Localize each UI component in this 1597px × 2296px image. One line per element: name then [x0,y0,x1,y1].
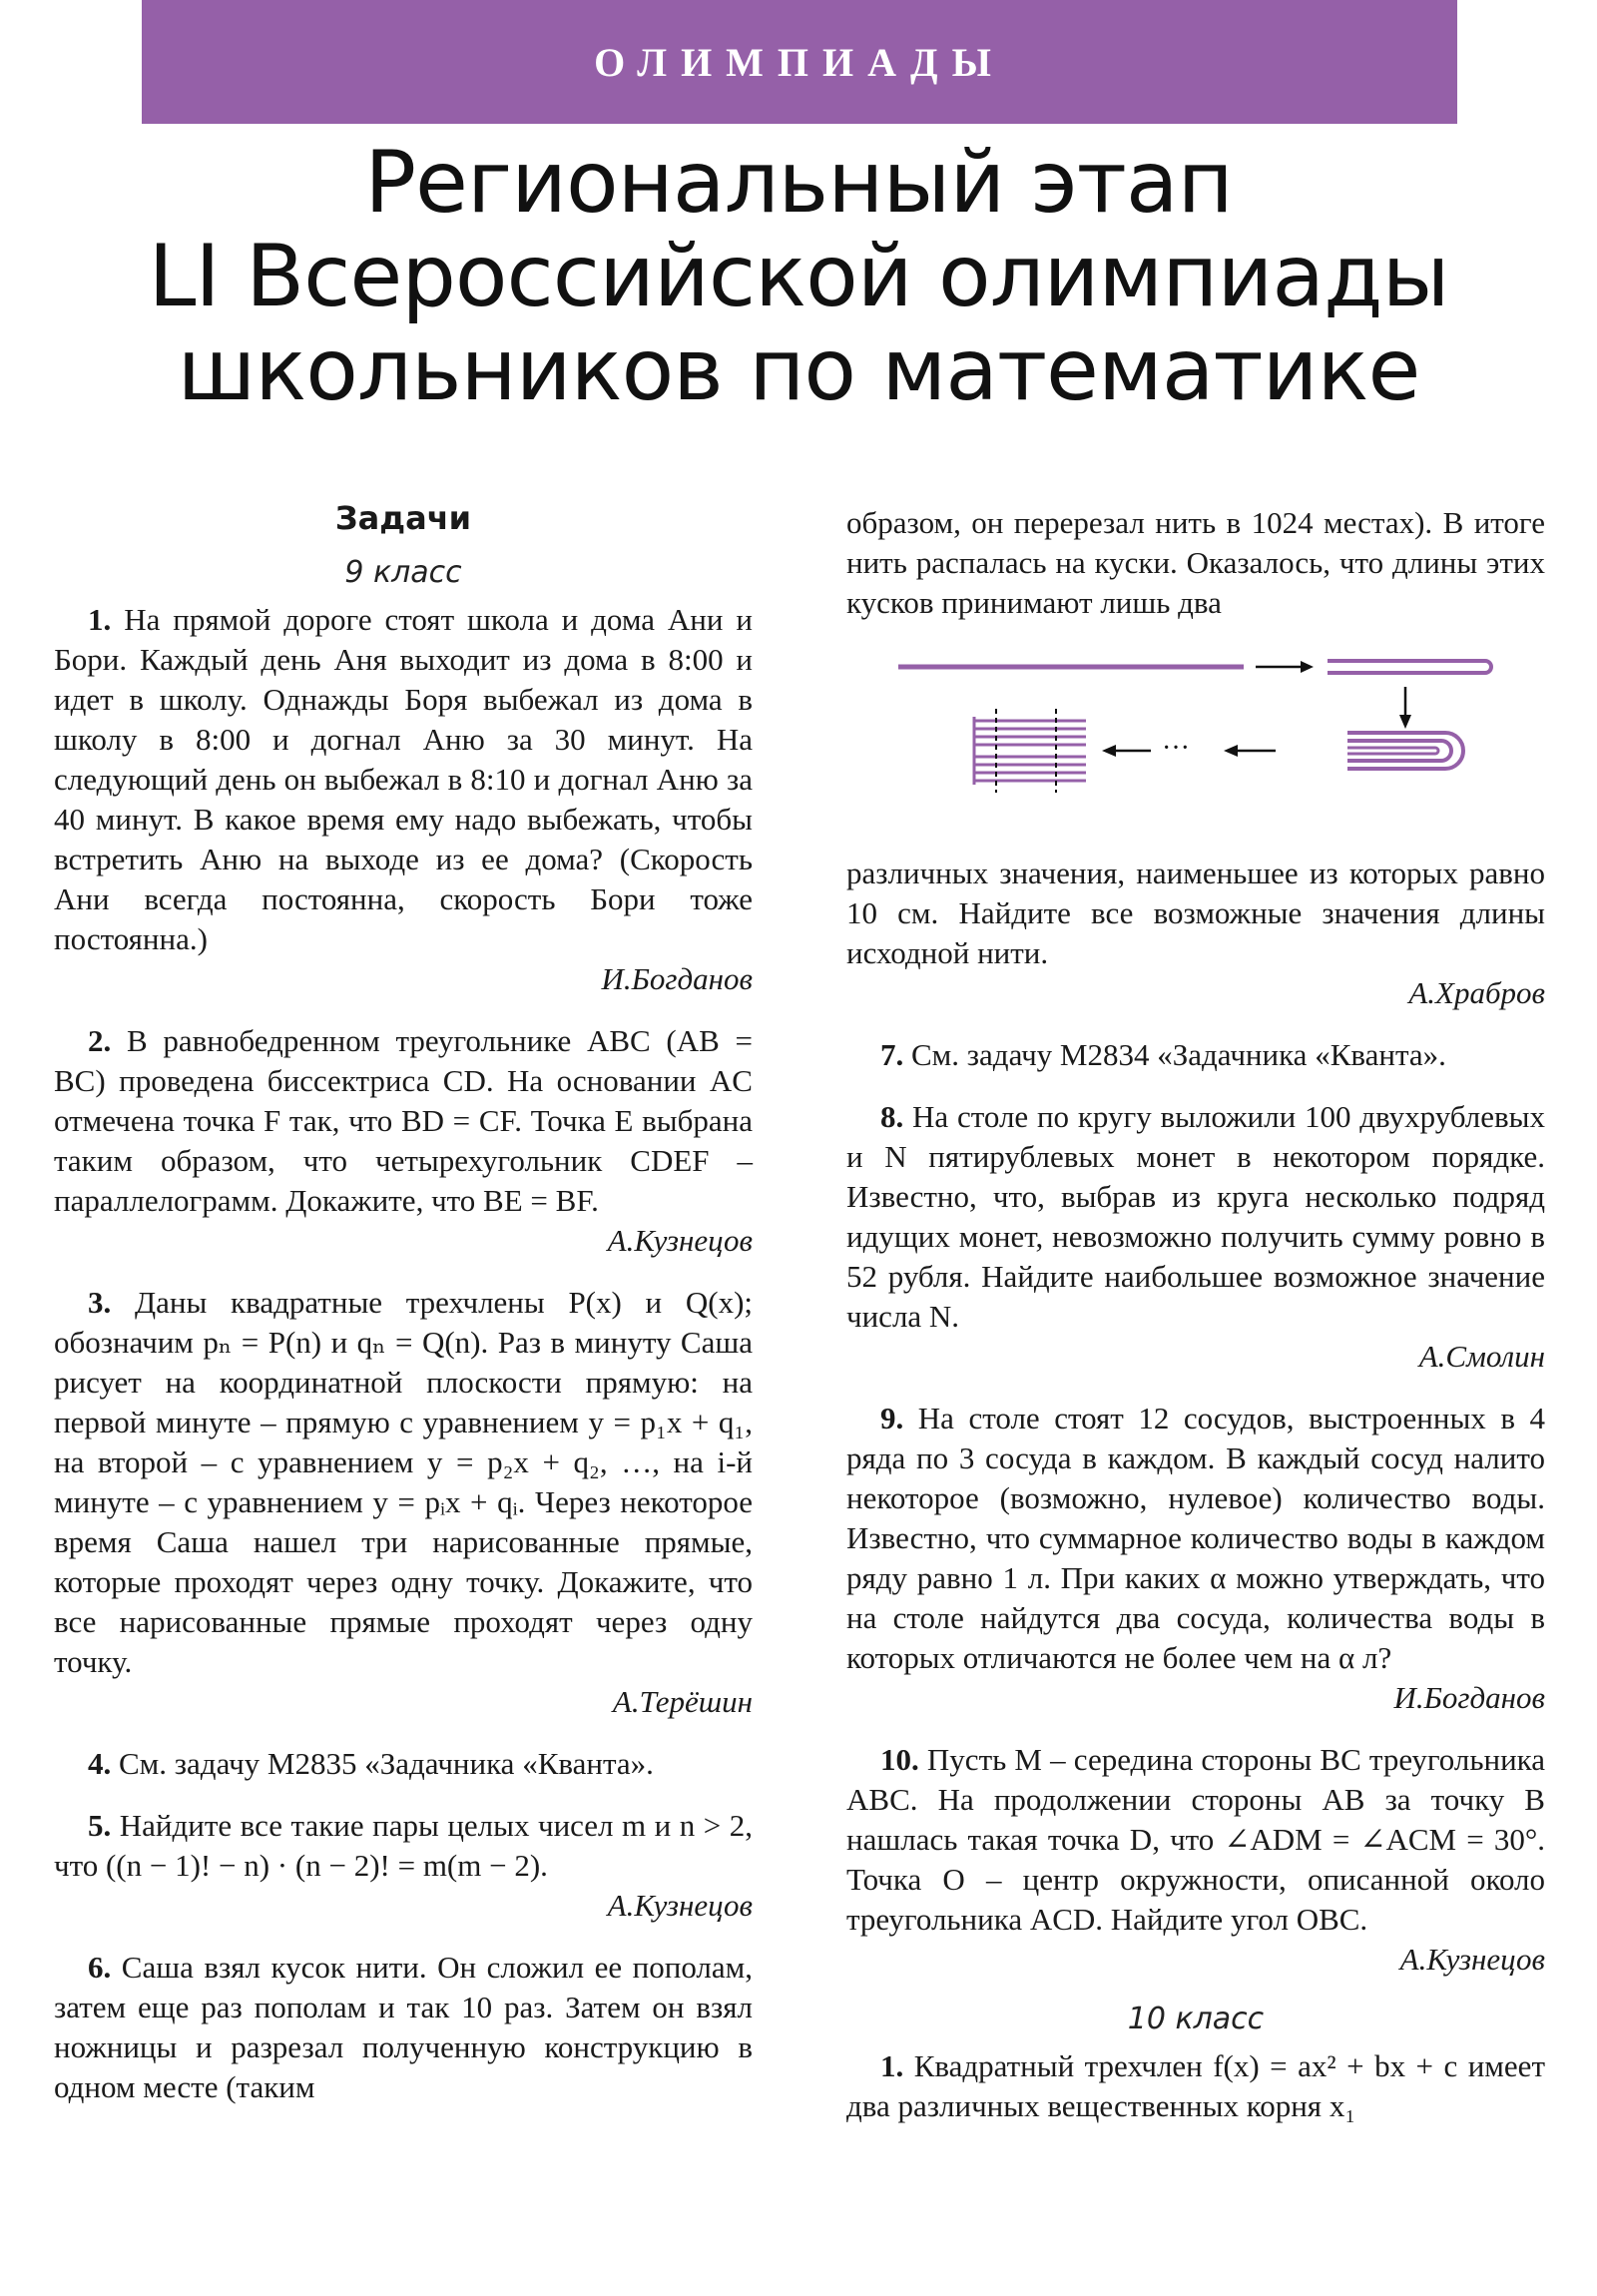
problem-number: 9. [880,1401,904,1435]
title-line-2: LI Всероссийской олимпиады [148,227,1449,326]
cut-threads-stack [974,717,1086,785]
folded-thread-2-inner [1347,741,1451,761]
problem-text: Саша взял кусок нити. Он сложил ее пополам, затем еще раз пополам и так 10 раз. Затем он взял ножницы и разрезал полученную конструкцию в одном месте (таким [54,1950,754,2104]
problem-text: различных значения, наименьшее из которых равно 10 см. Найдите все возможные значения длины исходной нити. [846,856,1545,970]
grade-9-heading: 9 класс [344,555,462,590]
problem-text: Пусть M – середина стороны BC треугольника ABC. На продолжении стороны AB за точку B нашлась такая точка D, что ∠ADM = ∠ACM = 30°. Точка O – центр окружности, описанной около треугольника ACD. Найдите угол OBC. [846,1742,1546,1937]
banner-label: ОЛИМПИАДЫ [594,39,1005,85]
problem-text: Даны квадратные трехчлены P(x) и Q(x); обозначим pₙ = P(n) и qₙ = Q(n). Раз в минуту Саша рисует на координатной плоскости прямую: на первой минуте – прямую с уравнением y = p₁x + q₁, на второй – с уравнением y = p₂x + q₂, …, на i-й минуте – с уравнением y = pᵢx + qᵢ. Через некоторое время Саша нашел три нарисованные прямые, которые проходят через одну точку. Докажите, что все нарисованные прямые проходят через одну точку. [54,1285,754,1679]
problem-9 [846,1399,1545,1718]
problem-5 [54,1806,753,1926]
problem-8 [846,1097,1545,1377]
arrow-left-head [1224,745,1238,757]
problem-author: И.Богданов [601,961,753,996]
problem-author: И.Богданов [1393,1680,1545,1715]
ellipsis-dots: ··· [1162,733,1190,764]
arrow-down-head [1399,715,1411,729]
problem-author: А.Кузнецов [1399,1942,1545,1977]
problem-4 [54,1744,753,1784]
problem-number: 10. [880,1742,919,1777]
problem-10-1 [846,2046,1545,2126]
right-column [846,503,1545,2148]
problem-author: А.Кузнецов [607,1223,753,1258]
grade-10-heading: 10 класс [1127,2002,1265,2036]
problem-text: На столе стоят 12 сосудов, выстроенных в 4 ряда по 3 сосуда в каждом. В каждый сосуд налито некоторое (возможно, нулевое) количество воды. Известно, что суммарное количество воды в каждом ряду равно 1 л. При каких α можно утверждать, что на столе найдутся два сосуда, количества воды в которых отличаются не более чем на α л? [846,1401,1545,1675]
problem-2 [54,1021,753,1261]
section-banner [142,0,1457,124]
problem-text: На столе по кругу выложили 100 двухрублевых и N пятирублевых монет в некотором порядке. Известно, что, выбрав из круга несколько подряд идущих монет, невозможно получить сумму ровно в 52 рубля. Найдите наибольшее возможное значение числа N. [846,1099,1545,1334]
title-line-1: Региональный этап [364,133,1233,233]
thread-folding-figure [846,637,1545,837]
arrow-left-head [1102,745,1116,757]
problem-text: См. задачу М2835 «Задачника «Кванта». [119,1746,654,1781]
problem-number: 6. [88,1950,112,1985]
problem-number: 4. [88,1746,112,1781]
folded-thread-1 [1328,661,1491,673]
problem-10 [846,1740,1545,1980]
problem-text: В равнобедренном треугольнике ABC (AB = BC) проведена биссектриса CD. На основании AC отмечена точка F так, что BD = CF. Точка E выбрана таким образом, что четырехугольник CDEF – параллелограмм. Докажите, что BE = BF. [54,1023,754,1218]
problem-6-start [54,1948,753,2107]
problem-number: 1. [88,602,112,637]
problem-number: 8. [880,1099,904,1134]
problem-text: На прямой дороге стоят школа и дома Ани и Бори. Каждый день Аня выходит из дома в 8:00 и идет в школу. Однажды Боря выбежал из дома в школу в 8:00 и догнал Аню за 30 минут. На следующий день он выбежал в 8:10 и догнал Аню за 40 минут. В какое время ему надо выбежать, чтобы встретить Аню на выходе из ее дома? (Скорость Ани всегда постоянна, скорость Бори тоже постоянна.) [54,602,754,956]
problem-text: Квадратный трехчлен f(x) = ax² + bx + c имеет два различных вещественных корня x₁ [846,2048,1545,2123]
arrow-right-head [1301,661,1314,673]
problem-number: 7. [880,1037,904,1072]
problem-3 [54,1283,753,1722]
problem-text: См. задачу М2834 «Задачника «Кванта». [911,1037,1446,1072]
problem-number: 5. [88,1808,112,1843]
problem-number: 2. [88,1023,112,1058]
problem-author: А.Смолин [1418,1339,1545,1374]
folded-thread-2 [1347,733,1463,769]
problem-6-end [846,854,1545,1013]
problem-6-continued: образом, он перерезал нить в 1024 местах). В итоге нить распалась на куски. Оказалось, что длины этих кусков принимают лишь два [846,505,1545,620]
problem-number: 3. [88,1285,112,1320]
problem-author: А.Терёшин [612,1684,753,1719]
problem-text: Найдите все такие пары целых чисел m и n > 2, что ((n − 1)! − n) · (n − 2)! = m(m − 2). [54,1808,753,1883]
problem-number: 1. [880,2048,904,2083]
problem-7 [846,1035,1545,1075]
folded-thread-2-core [1347,748,1438,754]
left-column [54,499,753,2129]
problem-author: А.Храбров [1408,975,1545,1010]
section-heading: Задачи [334,499,472,537]
title-line-3: школьников по математике [177,320,1420,420]
problem-1 [54,600,753,999]
page-title [40,133,1557,420]
problem-author: А.Кузнецов [607,1888,753,1923]
